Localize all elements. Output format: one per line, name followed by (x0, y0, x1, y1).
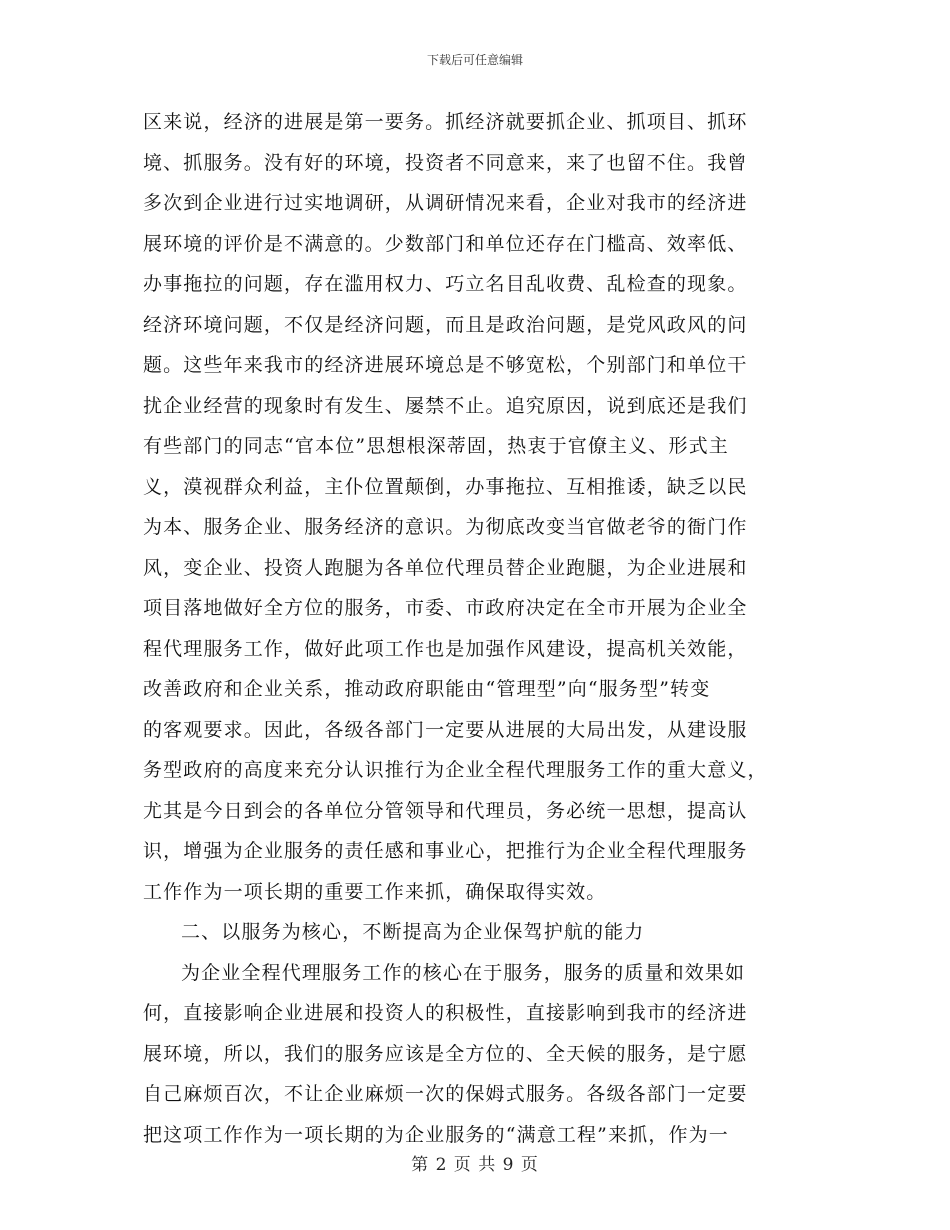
body-line: 境、抓服务。没有好的环境，投资者不同意来，来了也留不住。我曾 (143, 151, 748, 174)
body-line: 为企业全程代理服务工作的核心在于服务，服务的质量和效果如 (181, 961, 746, 984)
body-line: 把这项工作作为一项长期的为企业服务的“满意工程”来抓，作为一 (143, 1123, 729, 1146)
body-line: 展环境的评价是不满意的。少数部门和单位还存在门槛高、效率低、 (143, 232, 748, 255)
body-line: 义，漠视群众利益，主仆位置颠倒，办事拖拉、互相推诿，缺乏以民 (143, 475, 748, 498)
document-body (143, 102, 793, 1155)
body-line: 改善政府和企业关系，推动政府职能由“管理型”向“服务型”转变 (143, 678, 711, 700)
body-line: 程代理服务工作，做好此项工作也是加强作风建设，提高机关效能， (143, 637, 748, 660)
body-line: 项目落地做好全方位的服务，市委、市政府决定在全市开展为企业全 (143, 597, 748, 619)
body-line: 区来说，经济的进展是第一要务。抓经济就要抓企业、抓项目、抓环 (143, 111, 748, 133)
section-heading: 二、以服务为核心，不断提高为企业保驾护航的能力 (181, 921, 645, 943)
body-line: 尤其是今日到会的各单位分管领导和代理员，务必统一思想，提高认 (143, 799, 748, 822)
body-line: 何，直接影响企业进展和投资人的积极性，直接影响到我市的经济进 (143, 1002, 748, 1024)
body-line: 扰企业经营的现象时有发生、屡禁不止。追究原因，说到底还是我们 (143, 394, 748, 417)
body-line: 的客观要求。因此，各级各部门一定要从进展的大局出发，从建设服 (143, 718, 748, 741)
body-line: 多次到企业进行过实地调研，从调研情况来看，企业对我市的经济进 (143, 192, 748, 214)
body-line: 务型政府的高度来充分认识推行为企业全程代理服务工作的重大意义， (143, 759, 768, 781)
body-line: 有些部门的同志“官本位”思想根深蒂固，热衷于官僚主义、形式主 (143, 435, 729, 457)
body-line: 工作作为一项长期的重要工作来抓，确保取得实效。 (143, 880, 607, 903)
body-line: 风，变企业、投资人跑腿为各单位代理员替企业跑腿，为企业进展和 (143, 556, 748, 579)
page-header: 下载后可任意编辑 (426, 53, 523, 67)
body-line: 为本、服务企业、服务经济的意识。为彻底改变当官做老爷的衙门作 (143, 516, 748, 538)
body-line: 自己麻烦百次，不让企业麻烦一次的保姆式服务。各级各部门一定要 (143, 1083, 748, 1105)
body-line: 展环境，所以，我们的服务应该是全方位的、全天候的服务，是宁愿 (143, 1042, 748, 1065)
body-line: 题。这些年来我市的经济进展环境总是不够宽松，个别部门和单位干 (143, 354, 748, 376)
body-line: 办事拖拉的问题，存在滥用权力、巧立名目乱收费、乱检查的现象。 (143, 273, 748, 295)
body-line: 经济环境问题，不仅是经济问题，而且是政治问题，是党风政风的问 (143, 313, 748, 336)
body-line: 识，增强为企业服务的责任感和事业心，把推行为企业全程代理服务 (143, 840, 748, 862)
page-number-footer: 第 2 页 共 9 页 (411, 1155, 539, 1175)
